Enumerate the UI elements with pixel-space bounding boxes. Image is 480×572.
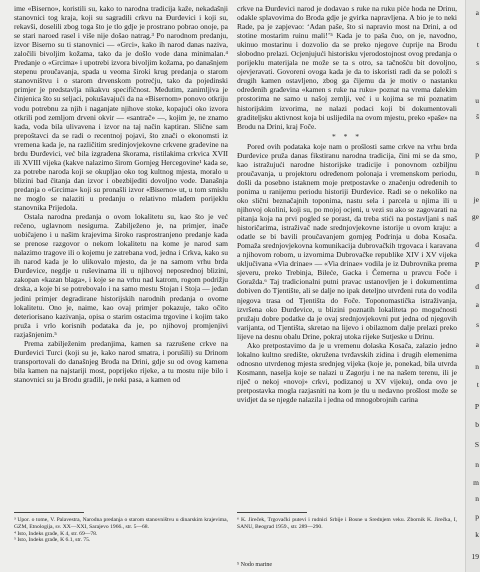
edge-fragment: b [475,420,479,429]
edge-fragment: s [476,58,479,67]
footnote-rule-left [14,512,84,513]
edge-fragment: n [475,494,479,503]
left-paragraph: Prema zabilježenim predanjima, kamen sa razrušene crkve na Đurđevici Turci (koji su je, kako narod smatra, i porušili) su Drinom transportovali do današnjeg Brođa na Drini, gdje su od ovog kamena bila kamen na najstariji most, poprijeko rijeke, a tu mostu nije bilo i stanovnici su ja Brodu građili, je neki pasa, a kamen od [14,338,228,384]
edge-fragment: n [475,460,479,469]
page-marker: ⁵ Nodo marine [237,562,273,568]
edge-fragment: n [475,362,479,371]
edge-fragment: t [476,380,479,389]
footnote: ⁶ K. Jireček, Trgovački putevi i rudnici Srbije i Bosne u Srednjem veku. Zbornik K. Jirečka, I, SANU, Beograd 1959., str. 289—290. [237,517,457,530]
footnotes-left [14,517,228,544]
edge-fragment: 19 [471,552,479,561]
edge-fragment: m [473,478,479,487]
footnote: ³ Upor. o tome, V. Palavestra, Narodna predanja o starom stanovništvu u dinarskim krajevima, GZM, Etnologija, sv. XX—XXI, Sarajevo 1966., str. 5—68. [14,517,228,530]
footnote: ⁵ Isto, Indeks građe, K 6.1, str. 75. [14,537,91,544]
footnotes-right [237,517,457,531]
edge-fragment: k [475,530,479,539]
right-paragraph: Ako pretpostavimo da je u vremenu dolaska Kosača, zalazio jedno lokalno kultno središte, okružena tvrđavskih zidina i drugih elemenima odnosno utvrdenog mjesta srednjeg vijeka (koje je, ponekad, bila utvrda Kosmann, naselja koje se nalazi u Zagorju i ne na našem terenu, ili je riječ o nekoj «novoj» crkvi, podizanoj u XV vijeku), onda ovo je pretpostavka mogla razjasniti na kom je tlu u nedavno prošlost može se uvidjet da se njegde nalazila i jedna od mnogobrojnih carina [237,340,457,405]
left-paragraph: Ostala narodna predanja o ovom lokalitetu su, kao što je već rečeno, uglavnom nesigurna. Zabilježeno je, na primjer, inače uobičajeno i u našim krajevima široko rasprostranjeno predanje kada se prenose razgovor o nekom lokalitetu na kome je narod sam nalazimo tragove ili o kojemu je zatrebana vod, jedna i Crkva, kako su ih narod kada je lo ulikovalo mjesto, da je na samom vrhu brda Đurđevice, negdje u ruševinama ili u njihovoj neposrednoj blizini, zakopan «kazan blaga», i koje se na vrhu nad katrom, rogom podrižju drska, a koje bi se potrebovalo i na samo mestu Stojan i Stoja — jedan jedini primjer degradirane historijskih narodnih predanja o ovome lokalitetu. Ono je, naime, kao ovaj primjer pokazuje, tako očito deteriorisano kazivanja, opisa o starim ostacima trgovine i kojim tako pruža i vrlo korisnih podataka da je, po njihovoj promjenjivi razjašnjenim.⁵ [14,212,228,339]
edge-fragment: a [475,8,479,17]
edge-fragment: n [475,168,479,177]
edge-fragment: š [476,112,479,121]
edge-fragment: p [475,512,479,521]
right-column [237,4,457,404]
left-column [14,4,228,384]
right-paragraph: crkve na Đurđevici narod je dodavao s ruke na ruku piće hoda ne Drinu, odakle splavovima do Broda gdje je gvirka napravljena. A bio je to neki Rade, pa je zapjevao: ‘Adan paše, što si napravio most na Drini, a od stotine mostarim ruinu mali!’⁵ Kada je to paša čuo, on je, navodno, ukinuo mostarinu i dozvolio da se preko njegove ćuprije na Brodu slobodno prelazi. Ocjenjujući historisku vjerodostojnost ovog predanja o porijeklu materijala ne može se ta s otro, sa tačnošću bit dovoljno, ojevjeravati. Govoreni ovoga kada je da to iskoristi radi da se položi s drugih kamen ostavljeno, zbog ga čijemu da je motiv o nastanku određenih građevina «kamen s ruke na ruku» poznat na vrema dalekim prostorima ne samo u našoj zemlji, već i u kojima se mi poznatim historijskim izvorima, ne nalazi podaci koji bi dokumentovali graditeljsku aktivnost koja bi uslijedila na ovom mjestu, preko «paše» na Brodu na Drini, kraj Foče. [237,4,457,131]
footnote-rule-right [237,512,307,513]
edge-fragment: P [474,402,479,411]
edge-fragment: s [476,320,479,329]
edge-fragment: P [474,260,479,269]
edge-fragment: S [474,440,479,449]
edge-fragment: a [475,300,479,309]
left-paragraph: ime «Biserno», koristili su, kako to narodna tradicija kaže, nekadašnji stanovnici tog kraja, koji su sagradili crkvu na Đurđevici i koji su, rekavši, doselili zbog toga što je tlo gdje je prostrano pobrao onoje, pa se stari naroed rasel i više nije došao natrag.³ Po narodnom predanju, izvor Biserno su ti stanovnici — «Grci», kako ih narod danas naziva, zaločili bivoljim kožama, tako da je došlo vode dana minimalan.⁴ Predanje o «Grcima» i upotrebi izvora bivoljim kožama, po današnjem stepenu proučavanja, spada u veoma široki krug predanja o starom stanovništvu i o starom drvenskom potrećju, tako da pojedinski primjer je predstavlja nikakvu specifičnost. Međutim, zanimljiva je činjenica što su seljaci, pokušavajući da na «Bisernom» ponovo otkriju vodu potrebnu za njih i naganjate njihove stoke, kopajući oko izvora otkrili pod zemljom drveni okvir — «santrač» —, kojim je, ne znamo kada, voda bila ulivavena i izvor na taj način kaptiran. Slične sam prepoštavci da se radi o recentnoj pojavi, što znači o ekonomsti iz vremena kada je, na različitim sredinjovjekovne crkvene građevine na brdu Đurđevici, već bila izgrađena škorama, ristilakima crkvica XVII ili XVIII vijeka (kakve nalazimo širom Gornjeg Hercegovine¹ kada se, za potrebe naroda koji se okupljao oko tog kultnog mjesta, moralo u blizini bad čitanja dan izvor i obezbijediti dovoljno vode. Današnja predanja o «Grcima» koji su pronašli izvor «Biserno» ut, u tom smislu ne moglo se nalaziti u predanju o relativno mlađem porijeklu stanovnika Prijedola. [14,4,228,213]
edge-fragment: u [475,96,479,105]
right-paragraph: Pored ovih podataka koje nam o prošlosti same crkve na vrhu brda Đurđevice pruža danas fikstiranu narodna tradicija, čini mi se da smo, kao istražujući narodne historijske tradicije i ponovnom ozbiljnu proučavanja, u projektoru određenom polonaja i vremenskom periodu, došli da posebno istaknem moje pretpostavke o značenju određenih to ponima u ranijemu periodu historiji Đurđevice. Radi se o nekoliko na oko slični beznačajnih toponima, nastu sela i parcela u njima ili u njihovoj okolini, koji su, po mojoj ocjeni, u vezi su ako se zagovarati na pitanja koja na prvi pogled se porast, da treba stići na postavljani s naš historičarima, istraživač nade srednjovjekovne istorije u ovom kraju: a odatle se bi bavili proučavanjem gornjeg Podrinja u doba Kosača. Pomaža srednjovjekovna komunikacija dubrovačkih trgovaca i karavana a njihovom robom, u izvornima Dubrovačke republike XIV i XV vijeka uključivana «Via drinae» — «Via drinae» vodila je iz Dubrovnika prema sjeveru, preko Trebinja, Bileće, Gacka i Čemerna u pravcu Foče i Goražda.⁶ Taj tradicionalni putni pravac ustanovljen je i dokumentima dobiven do Tjentište, ali se dalje no ipak deteljno utvrđeni ruta do vodila njegova trasa od Tjentišta do Foče. Toponomastička istraživanja, izvršena oko Đurđevice, u blizini poznatih lokaliteta po mogućnosti pružaju dobre podatke da je ovaj srednjovjekovni put jedna od njegovih varijanta, od Tjentišta, skretao na lijevo i obilaznom dalje prelazi preko lijeve na desnu obalu Drine, pokraj utoka rijeke Sutjeske u Drinu. [237,141,457,341]
edge-fragment: a [475,340,479,349]
footnote: ⁴ Isto, Indeks građe, K 4, str. 69—78. [14,530,98,537]
edge-fragment: je [473,195,479,204]
adjacent-page-edge [465,0,480,572]
edge-fragment: d [475,240,479,249]
edge-fragment: t [476,40,479,49]
section-divider: * * * [332,131,362,141]
edge-fragment: ge [471,212,479,221]
edge-fragment: d [475,282,479,291]
edge-fragment: p [475,150,479,159]
